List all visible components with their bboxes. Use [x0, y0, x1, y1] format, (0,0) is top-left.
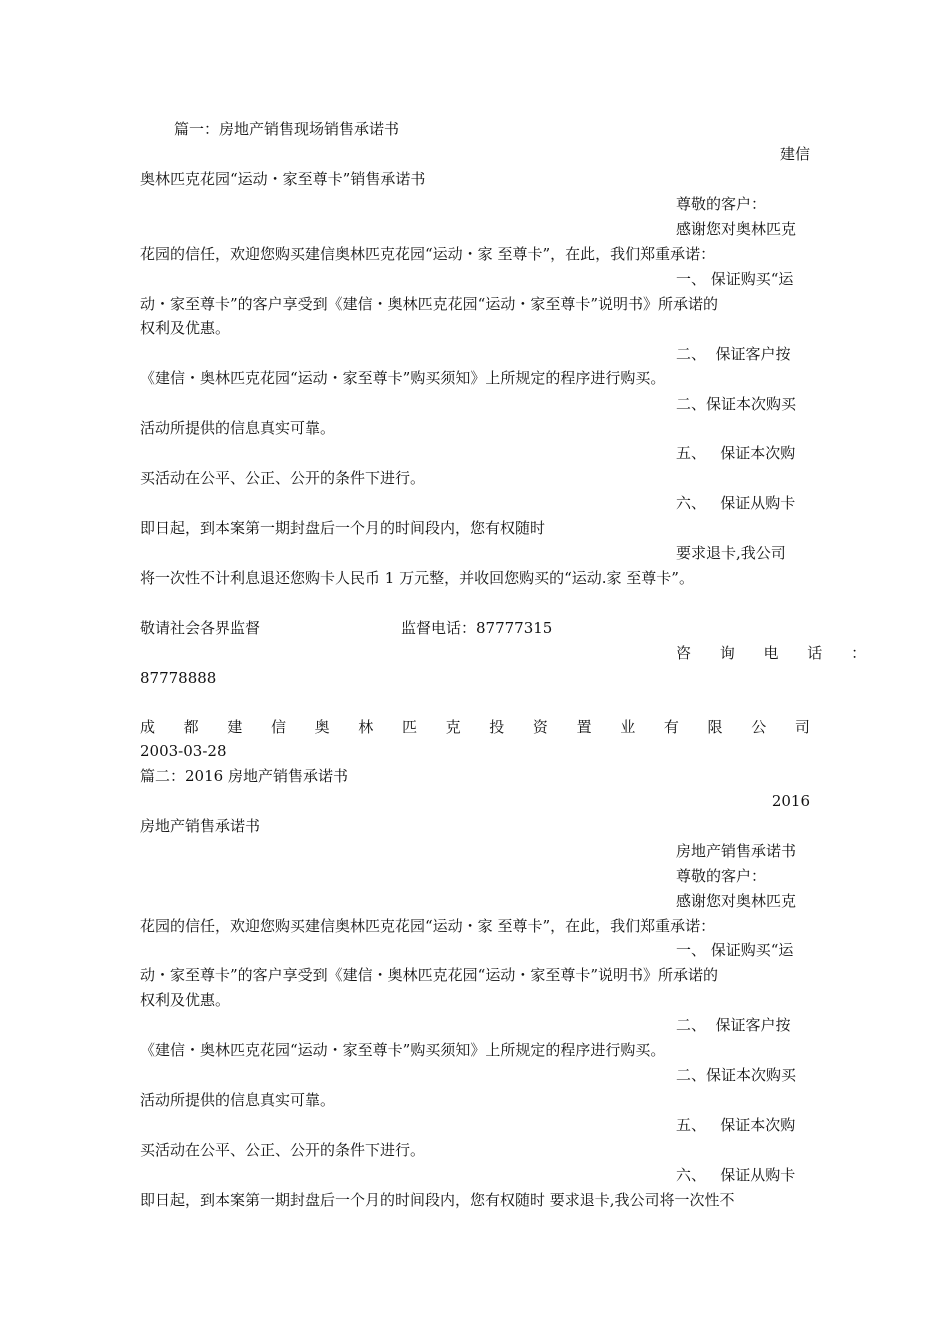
company-name-char: 资	[532, 718, 548, 736]
part2-item6-b: 即日起，到本案第一期封盘后一个月的时间段内，您有权随时 要求退卡,我公司将一次性不	[140, 1191, 735, 1209]
part1-supervise-phone: 监督电话：87777315	[401, 619, 553, 637]
company-name-char: 建	[227, 718, 243, 736]
company-name-char: 匹	[401, 718, 417, 736]
part2-item6-a: 六、 保证从购卡	[676, 1166, 796, 1184]
company-name-char: 都	[183, 718, 199, 736]
part2-thanks-a: 感谢您对奥林匹克	[676, 892, 797, 910]
company-name-char: 成	[140, 718, 156, 736]
part1-item6-b: 即日起，到本案第一期封盘后一个月的时间段内，您有权随时	[140, 519, 546, 537]
part2-item2-a: 二、 保证客户按	[676, 1016, 791, 1034]
part1-title: 篇一：房地产销售现场销售承诺书	[174, 120, 400, 138]
part1-item5-a: 五、 保证本次购	[676, 444, 796, 462]
part1-item6-c: 要求退卡,我公司	[676, 544, 786, 562]
part2-item1-c: 权利及优惠。	[140, 991, 231, 1009]
part1-item3-a: 二、保证本次购买	[676, 395, 797, 413]
part2-thanks-b: 花园的信任，欢迎您购买建信奥林匹克花园“运动・家 至尊卡”，在此，我们郑重承诺：	[140, 917, 716, 935]
part1-date: 2003-03-28	[140, 742, 227, 760]
part1-consult-label: 咨 询 电 话 ：	[676, 644, 879, 662]
part1-item6-a: 六、 保证从购卡	[676, 494, 796, 512]
part1-consult-number: 87778888	[140, 669, 217, 687]
part2-item3-b: 活动所提供的信息真实可靠。	[140, 1091, 336, 1109]
part1-item1-b: 动・家至尊卡”的客户享受到《建信・奥林匹克花园“运动・家至尊卡”说明书》所承诺的	[140, 295, 719, 313]
part2-title: 篇二：2016 房地产销售承诺书	[140, 767, 348, 785]
part2-item2-b: 《建信・奥林匹克花园“运动・家至尊卡”购买须知》上所规定的程序进行购买。	[140, 1041, 666, 1059]
company-name-char: 林	[358, 718, 374, 736]
company-name-char: 信	[270, 718, 286, 736]
part2-item1-a: 一、 保证购买“运	[676, 941, 794, 959]
part1-thanks-b: 花园的信任，欢迎您购买建信奥林匹克花园“运动・家 至尊卡”，在此，我们郑重承诺：	[140, 245, 716, 263]
part1-brand: 建信	[779, 145, 810, 163]
part1-heading: 奥林匹克花园“运动・家至尊卡”销售承诺书	[140, 170, 426, 188]
company-name-char: 克	[445, 718, 461, 736]
part1-company-name	[140, 717, 810, 737]
part2-year: 2016	[771, 792, 810, 810]
part1-thanks-a: 感谢您对奥林匹克	[676, 220, 797, 238]
part2-item3-a: 二、保证本次购买	[676, 1066, 797, 1084]
part2-heading: 房地产销售承诺书	[140, 817, 261, 835]
part1-supervise: 敬请社会各界监督	[140, 619, 261, 637]
part2-heading-right: 房地产销售承诺书	[676, 842, 797, 860]
company-name-char: 投	[489, 718, 505, 736]
company-name-char: 奥	[314, 718, 330, 736]
part1-item3-b: 活动所提供的信息真实可靠。	[140, 419, 336, 437]
part1-item5-b: 买活动在公平、公正、公开的条件下进行。	[140, 469, 426, 487]
part1-item1-a: 一、 保证购买“运	[676, 270, 794, 288]
company-name-char: 业	[620, 718, 636, 736]
part1-item2-b: 《建信・奥林匹克花园“运动・家至尊卡”购买须知》上所规定的程序进行购买。	[140, 369, 666, 387]
part1-item6-d: 将一次性不计利息退还您购卡人民币 1 万元整，并收回您购买的“运动.家 至尊卡”。	[140, 569, 694, 587]
part2-item1-b: 动・家至尊卡”的客户享受到《建信・奥林匹克花园“运动・家至尊卡”说明书》所承诺的	[140, 966, 719, 984]
part2-salutation: 尊敬的客户：	[676, 867, 767, 885]
company-name-char: 置	[576, 718, 592, 736]
company-name-char: 司	[794, 718, 810, 736]
part1-item2-a: 二、 保证客户按	[676, 345, 791, 363]
company-name-char: 有	[663, 718, 679, 736]
company-name-char: 公	[751, 718, 767, 736]
part2-item5-a: 五、 保证本次购	[676, 1116, 796, 1134]
company-name-char: 限	[707, 718, 723, 736]
part1-item1-c: 权利及优惠。	[140, 319, 231, 337]
part2-item5-b: 买活动在公平、公正、公开的条件下进行。	[140, 1141, 426, 1159]
part1-salutation: 尊敬的客户：	[676, 195, 767, 213]
